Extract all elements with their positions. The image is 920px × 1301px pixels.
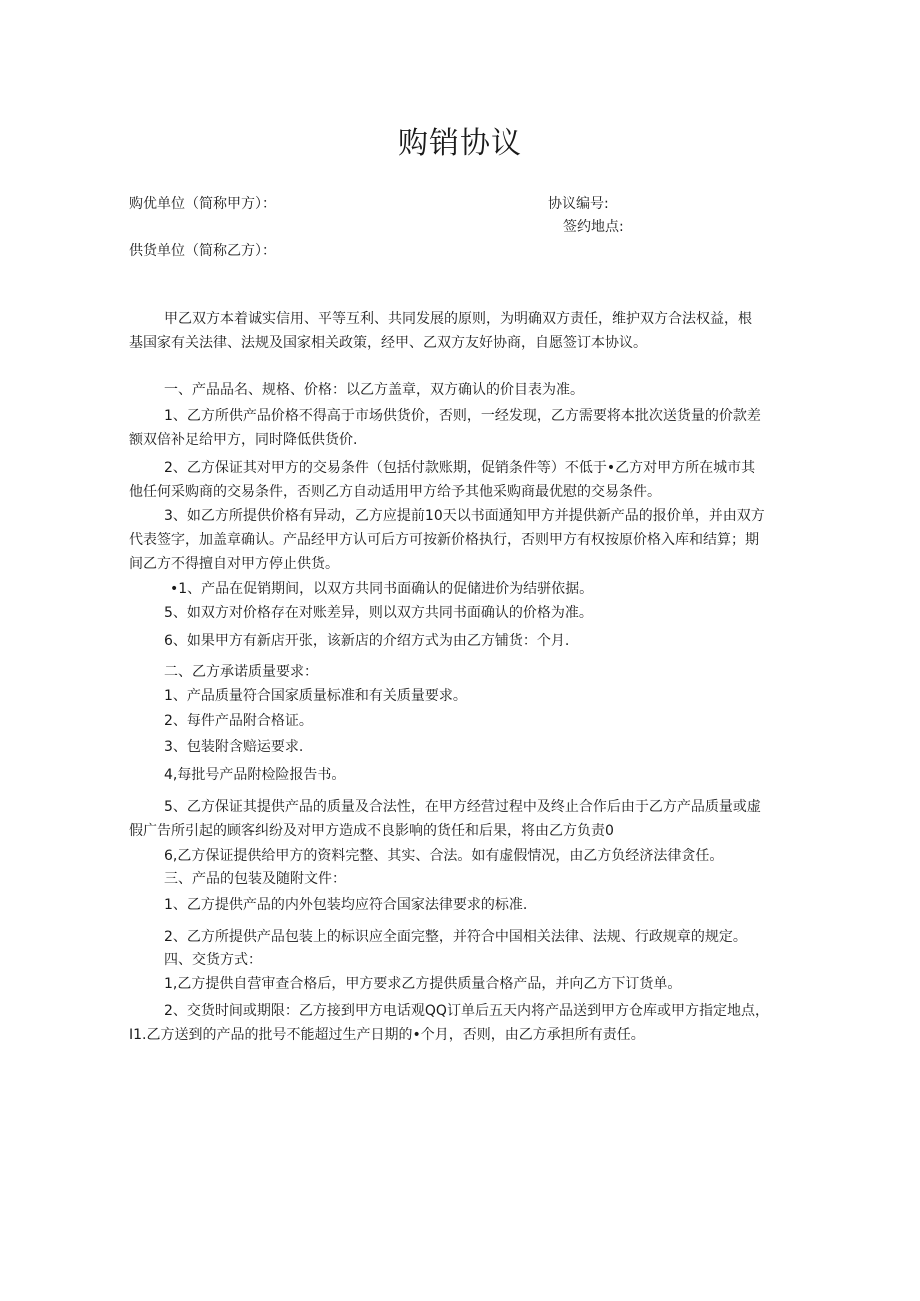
clause-line: 3、如乙方所提供价格有异动，乙方应提前10天以书面通知甲方并提供新产品的报价单，并由双方: [164, 508, 765, 524]
section-4-heading: 四、交货方式：: [164, 952, 262, 968]
section-2-heading: 二、乙方承诺质量要求：: [164, 664, 318, 680]
clause-line: 2、乙方保证其对甲方的交易条件（包括付款账期，促销条件等）不低于•乙方对甲方所在城市其: [164, 460, 756, 476]
clause-line: I1.乙方送到的产品的批号不能超过生产日期的•个月，否则，由乙方承担所有责任。: [129, 1027, 645, 1043]
clause-line: 间乙方不得擅自对甲方停止供货。: [129, 556, 339, 572]
clause-line: 5、如双方对价格存在对账差异，则以双方共同书面确认的价格为准。: [164, 605, 593, 621]
clause-line: 1、乙方提供产品的内外包装均应符合国家法律要求的标准.: [164, 897, 528, 913]
clause-line: 3、包装附含赔运要求.: [164, 739, 304, 755]
buyer-label: 购优单位（简称甲方）：: [129, 196, 276, 212]
signing-place-label: 签约地点:: [563, 219, 624, 235]
supplier-label: 供货单位（简称乙方）：: [129, 243, 276, 259]
clause-line: 2、每件产品附合格证。: [164, 713, 313, 729]
section-1-heading: 一、产品品名、规格、价格：以乙方盖章，双方确认的价目表为准。: [164, 382, 584, 398]
agreement-no-label: 协议编号:: [548, 196, 609, 212]
clause-line: 他任何采购商的交易条件，否则乙方自动适用甲方给予其他采购商最优慰的交易条件。: [129, 484, 661, 500]
clause-line: 1、乙方所供产品价格不得高于市场供货价，否则，一经发现，乙方需要将本批次送货量的价款差: [164, 408, 761, 424]
clause-line: 额双倍补足给甲方，同时降低供货价.: [129, 432, 358, 448]
clause-line: 1、产品质量符合国家质量标准和有关质量要求。: [164, 688, 467, 704]
document-title: 购销协议: [398, 126, 522, 161]
clause-line: 6、如果甲方有新店开张，该新店的介绍方式为由乙方铺货：个月.: [164, 633, 570, 649]
clause-line: 2、交货时间或期限：乙方接到甲方电话观QQ订单后五天内将产品送到甲方仓库或甲方指定地点，: [164, 1003, 769, 1019]
section-3-heading: 三、产品的包装及随附文件：: [164, 871, 346, 887]
clause-line: 6,乙方保证提供给甲方的资料完整、其实、合法。如有虚假情况，由乙方负经济法律贪任。: [164, 848, 724, 864]
clause-line: 1,乙方提供自营审查合格后，甲方要求乙方提供质量合格产品，并向乙方下订货单。: [164, 976, 682, 992]
clause-line: 5、乙方保证其提供产品的质量及合法性，在甲方经营过程中及终止合作后由于乙方产品质量或虚: [164, 799, 761, 815]
clause-line: 4,每批号产品附检险报告书。: [164, 767, 346, 783]
intro-line-2: 基国家有关法律、法规及国家相关政策，经甲、乙双方友好协商，自愿签订本协议。: [129, 335, 647, 351]
clause-line: 代表签字，加盖章确认。产品经甲方认可后方可按新价格执行，否则甲方有权按原价格入库和结算；期: [129, 532, 759, 548]
clause-line: •1、产品在促销期间，以双方共同书面确认的促储进价为结骈依据。: [170, 581, 594, 597]
intro-line-1: 甲乙双方本着诚实信用、平等互利、共同发展的原则，为明确双方责任，维护双方合法权益，根: [164, 311, 752, 327]
clause-line: 假广告所引起的顾客纠纷及对甲方造成不良影响的货任和后果，将由乙方负责0: [129, 823, 614, 839]
clause-line: 2、乙方所提供产品包装上的标识应全面完整，并符合中国相关法律、法规、行政规章的规定。: [164, 929, 747, 945]
